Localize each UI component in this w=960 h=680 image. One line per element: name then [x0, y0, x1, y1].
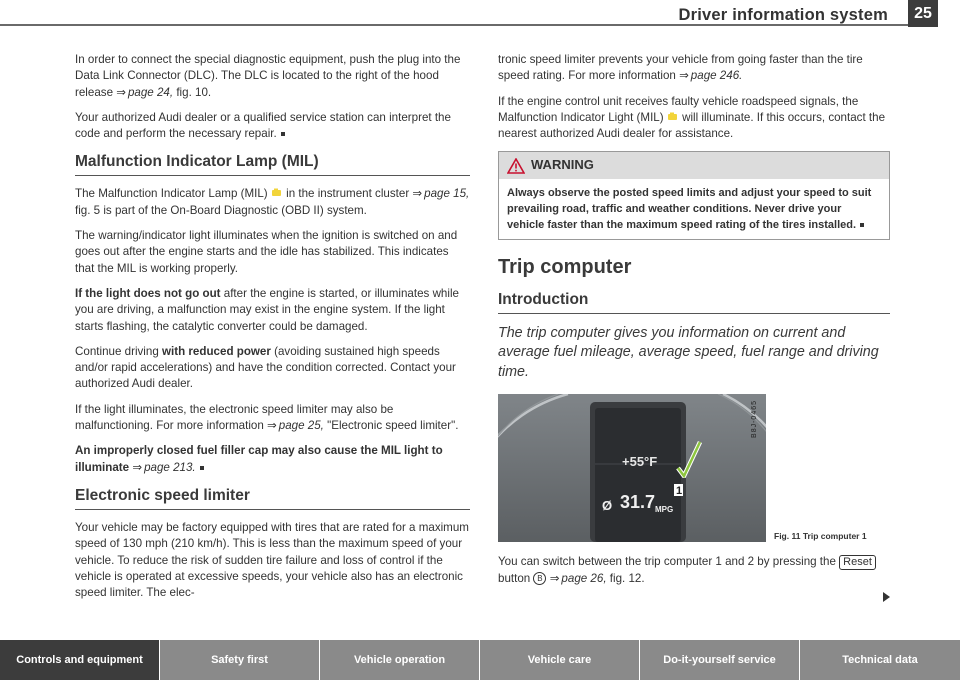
heading-mil: Malfunction Indicator Lamp (MIL): [75, 152, 470, 176]
memory-number: 1: [676, 485, 683, 498]
arrow-icon: ⇒: [132, 460, 143, 474]
continue-arrow-icon: [883, 592, 890, 602]
paragraph-mil-intro: The Malfunction Indicator Lamp (MIL) in the instrument cluster ⇒ page 15, fig. 5 is part of the On-Board Diagnostic (OBD II) system.: [75, 187, 470, 217]
paragraph-faulty-signals: If the engine control unit receives faulty vehicle roadspeed signals, the Malfunction Indicator Light (MIL) will illuminate. If this occurs, contact the nearest authorized Audi dealer for assistance.: [498, 94, 886, 141]
tab-safety-first[interactable]: Safety first: [160, 640, 320, 680]
figure-row: [498, 394, 890, 542]
figure-code: B8J-0465: [750, 400, 758, 439]
paragraph-fuel-cap: An improperly closed fuel filler cap may also cause the MIL light to illuminate ⇒ page 213.: [75, 444, 443, 474]
checkmark-pointer-icon: [674, 438, 704, 478]
tab-vehicle-operation[interactable]: Vehicle operation: [320, 640, 480, 680]
tab-controls-and-equipment[interactable]: Controls and equipment: [0, 640, 160, 680]
arrow-icon: ⇒: [549, 571, 560, 585]
mil-engine-icon: [271, 188, 283, 198]
paragraph-dealer: Your authorized Audi dealer or a qualified service station can interpret the code and perform the necessary repair.: [75, 110, 451, 141]
paragraph-speed-limiter: Your vehicle may be factory equipped with tires that are rated for a maximum speed of 130 mph (210 km/h). This is less than the maximum speed of your vehicle. To reduce the risk of sudden tire failure and loss of control if the vehicle is operated at excessive speeds, your vehicle also has an electronic speed limiter. The elec-: [75, 520, 469, 600]
average-symbol: Ø: [602, 498, 613, 514]
end-marker-icon: [281, 132, 285, 136]
warning-triangle-icon: [507, 158, 525, 174]
link-page-15[interactable]: page 15,: [424, 187, 470, 201]
footer-nav: [0, 640, 960, 680]
paragraph-mil-ignition: The warning/indicator light illuminates when the ignition is switched on and goes out after the engine starts and the idle has stabilized. This indicates that the MIL is working properly.: [75, 229, 458, 275]
end-marker-icon: [200, 466, 204, 470]
link-page-25[interactable]: page 25,: [278, 419, 324, 433]
tab-vehicle-care[interactable]: Vehicle care: [480, 640, 640, 680]
heading-speed-limiter: Electronic speed limiter: [75, 486, 470, 510]
end-marker-icon: [860, 223, 864, 227]
link-page-213[interactable]: page 213.: [144, 460, 196, 474]
arrow-icon: ⇒: [412, 187, 423, 201]
trip-computer-figure: [498, 394, 766, 542]
paragraph-dlc: In order to connect the special diagnostic equipment, push the plug into the Data Link Connector (DLC). The DLC is located to the right of the hood release ⇒ page 24, fig. 10.: [75, 53, 461, 99]
right-column: [498, 52, 890, 596]
temperature-readout: +55°F: [622, 454, 658, 470]
paragraph-reduced-power: Continue driving with reduced power (avoiding sustained high speeds and/or rapid accelerations) and have the condition corrected. Contact your authorized Audi dealer.: [75, 344, 456, 391]
warning-box: [498, 151, 890, 239]
page-number: 25: [908, 0, 938, 27]
figure-caption: Fig. 11 Trip computer 1: [774, 531, 867, 542]
warning-header: [499, 152, 889, 178]
heading-introduction: Introduction: [498, 290, 890, 314]
tab-technical-data[interactable]: Technical data: [800, 640, 960, 680]
link-page-24[interactable]: page 24,: [127, 85, 174, 99]
tab-do-it-yourself-service[interactable]: Do-it-yourself service: [640, 640, 800, 680]
warning-text: Always observe the posted speed limits and adjust your speed to suit prevailing road, traffic and weather conditions. Never drive your vehicle faster than the maximum speed rating of the tires installed.: [507, 186, 872, 231]
mil-engine-icon: [667, 112, 679, 122]
arrow-icon: ⇒: [267, 419, 277, 433]
reset-key[interactable]: Reset: [839, 555, 876, 570]
paragraph-light-not-out: If the light does not go out after the engine is started, or illuminates while you are driving, a malfunction may exist in the engine system. If the light starts flashing, the catalytic converter could be damaged.: [75, 286, 459, 333]
button-b-icon: B: [533, 572, 546, 585]
left-column: [75, 52, 470, 610]
fuel-economy-value: 31.7: [620, 492, 656, 513]
paragraph-limiter-cont: tronic speed limiter prevents your vehicle from going faster than the tire speed rating. For more information ⇒ page 246.: [498, 53, 863, 83]
paragraph-switch-trip: You can switch between the trip computer 1 and 2 by pressing the Reset button B ⇒ page 26, fig. 12.: [498, 554, 890, 587]
heading-trip-computer: Trip computer: [498, 255, 632, 278]
intro-text: The trip computer gives you information on current and average fuel mileage, average speed, fuel range and driving time.: [498, 324, 879, 380]
paragraph-speed-limiter-ref: If the light illuminates, the electronic speed limiter may also be malfunctioning. For more information ⇒ page 25, "Electronic speed limiter".: [75, 402, 459, 433]
page-header-title: Driver information system: [678, 6, 888, 24]
link-page-246[interactable]: page 246.: [690, 69, 743, 83]
link-page-26[interactable]: page 26,: [561, 571, 607, 585]
fuel-economy-unit: MPG: [655, 505, 674, 515]
warning-title: WARNING: [531, 157, 594, 173]
arrow-icon: ⇒: [116, 85, 126, 99]
arrow-icon: ⇒: [679, 69, 689, 83]
